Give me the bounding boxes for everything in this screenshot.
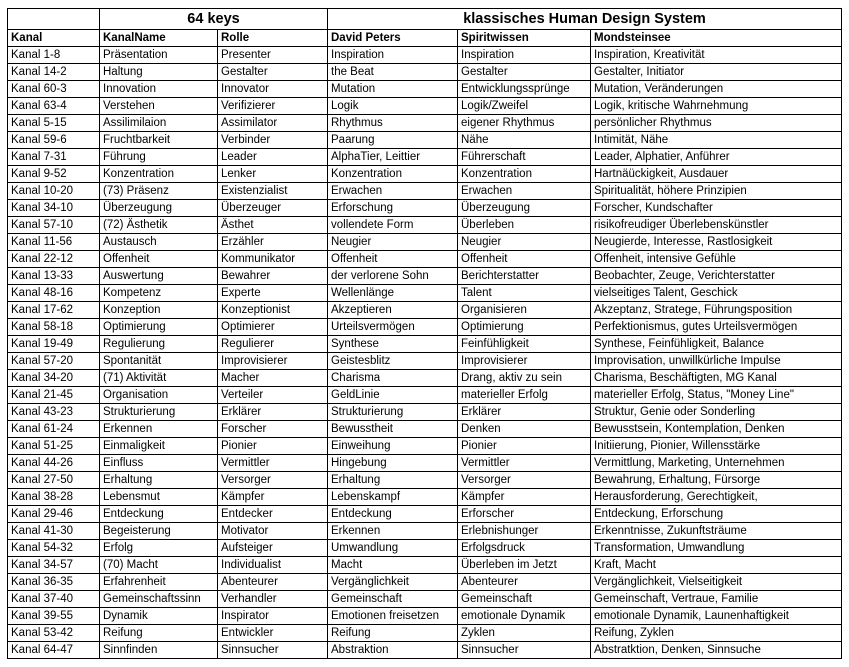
cell-kanal: Kanal 59-6 bbox=[8, 132, 100, 149]
cell-mondsteinsee: Entdeckung, Erforschung bbox=[591, 506, 842, 523]
cell-kanalname: Fruchtbarkeit bbox=[100, 132, 218, 149]
cell-kanalname: Einmaligkeit bbox=[100, 438, 218, 455]
cell-spiritwissen: Konzentration bbox=[458, 166, 591, 183]
cell-rolle: Lenker bbox=[218, 166, 328, 183]
table-row bbox=[8, 268, 842, 285]
cell-david-peters: GeldLinie bbox=[328, 387, 458, 404]
cell-rolle: Improvisierer bbox=[218, 353, 328, 370]
cell-mondsteinsee: Neugierde, Interesse, Rastlosigkeit bbox=[591, 234, 842, 251]
cell-david-peters: vollendete Form bbox=[328, 217, 458, 234]
cell-spiritwissen: Überzeugung bbox=[458, 200, 591, 217]
cell-mondsteinsee: Beobachter, Zeuge, Verichterstatter bbox=[591, 268, 842, 285]
cell-kanalname: Organisation bbox=[100, 387, 218, 404]
table-row bbox=[8, 421, 842, 438]
cell-kanalname: Kompetenz bbox=[100, 285, 218, 302]
table-row bbox=[8, 251, 842, 268]
cell-mondsteinsee: Gemeinschaft, Vertraue, Familie bbox=[591, 591, 842, 608]
cell-spiritwissen: Talent bbox=[458, 285, 591, 302]
cell-david-peters: Erhaltung bbox=[328, 472, 458, 489]
cell-kanalname: Spontanität bbox=[100, 353, 218, 370]
cell-rolle: Innovator bbox=[218, 81, 328, 98]
cell-david-peters: Lebenskampf bbox=[328, 489, 458, 506]
cell-kanalname: Haltung bbox=[100, 64, 218, 81]
cell-rolle: Bewahrer bbox=[218, 268, 328, 285]
cell-kanal: Kanal 1-8 bbox=[8, 47, 100, 64]
cell-spiritwissen: Pionier bbox=[458, 438, 591, 455]
cell-kanalname: Strukturierung bbox=[100, 404, 218, 421]
cell-david-peters: Entdeckung bbox=[328, 506, 458, 523]
cell-rolle: Existenzialist bbox=[218, 183, 328, 200]
cell-rolle: Inspirator bbox=[218, 608, 328, 625]
cell-rolle: Vermittler bbox=[218, 455, 328, 472]
cell-spiritwissen: Improvisierer bbox=[458, 353, 591, 370]
cell-mondsteinsee: Forscher, Kundschafter bbox=[591, 200, 842, 217]
cell-david-peters: Macht bbox=[328, 557, 458, 574]
cell-kanal: Kanal 10-20 bbox=[8, 183, 100, 200]
cell-kanal: Kanal 21-45 bbox=[8, 387, 100, 404]
cell-mondsteinsee: Mutation, Veränderungen bbox=[591, 81, 842, 98]
table-row bbox=[8, 285, 842, 302]
cell-rolle: Versorger bbox=[218, 472, 328, 489]
cell-david-peters: the Beat bbox=[328, 64, 458, 81]
table-row bbox=[8, 608, 842, 625]
cell-rolle: Regulierer bbox=[218, 336, 328, 353]
cell-mondsteinsee: Leader, Alphatier, Anführer bbox=[591, 149, 842, 166]
cell-kanal: Kanal 54-32 bbox=[8, 540, 100, 557]
table-row bbox=[8, 642, 842, 659]
table-row bbox=[8, 557, 842, 574]
cell-david-peters: Urteilsvermögen bbox=[328, 319, 458, 336]
cell-kanal: Kanal 41-30 bbox=[8, 523, 100, 540]
cell-rolle: Experte bbox=[218, 285, 328, 302]
cell-spiritwissen: Feinfühligkeit bbox=[458, 336, 591, 353]
cell-david-peters: Geistesblitz bbox=[328, 353, 458, 370]
cell-spiritwissen: Organisieren bbox=[458, 302, 591, 319]
cell-david-peters: Bewusstheit bbox=[328, 421, 458, 438]
cell-kanal: Kanal 38-28 bbox=[8, 489, 100, 506]
cell-kanal: Kanal 27-50 bbox=[8, 472, 100, 489]
cell-rolle: Motivator bbox=[218, 523, 328, 540]
table-row bbox=[8, 404, 842, 421]
cell-kanalname: Austausch bbox=[100, 234, 218, 251]
cell-kanal: Kanal 36-35 bbox=[8, 574, 100, 591]
cell-rolle: Macher bbox=[218, 370, 328, 387]
cell-mondsteinsee: risikofreudiger Überlebenskünstler bbox=[591, 217, 842, 234]
cell-david-peters: AlphaTier, Leittier bbox=[328, 149, 458, 166]
cell-mondsteinsee: Vermittlung, Marketing, Unternehmen bbox=[591, 455, 842, 472]
cell-kanal: Kanal 63-4 bbox=[8, 98, 100, 115]
cell-rolle: Ästhet bbox=[218, 217, 328, 234]
cell-david-peters: Erforschung bbox=[328, 200, 458, 217]
cell-spiritwissen: Logik/Zweifel bbox=[458, 98, 591, 115]
cell-david-peters: Neugier bbox=[328, 234, 458, 251]
cell-kanalname: Gemeinschaftssinn bbox=[100, 591, 218, 608]
cell-kanal: Kanal 60-3 bbox=[8, 81, 100, 98]
cell-rolle: Erzähler bbox=[218, 234, 328, 251]
cell-kanal: Kanal 48-16 bbox=[8, 285, 100, 302]
cell-mondsteinsee: persönlicher Rhythmus bbox=[591, 115, 842, 132]
cell-spiritwissen: Optimierung bbox=[458, 319, 591, 336]
table-body bbox=[8, 47, 842, 659]
cell-spiritwissen: Gemeinschaft bbox=[458, 591, 591, 608]
table-row bbox=[8, 200, 842, 217]
cell-david-peters: Emotionen freisetzen bbox=[328, 608, 458, 625]
cell-kanal: Kanal 39-55 bbox=[8, 608, 100, 625]
cell-spiritwissen: Denken bbox=[458, 421, 591, 438]
table-row bbox=[8, 98, 842, 115]
cell-kanalname: Reifung bbox=[100, 625, 218, 642]
cell-rolle: Verhandler bbox=[218, 591, 328, 608]
cell-mondsteinsee: Herausforderung, Gerechtigkeit, bbox=[591, 489, 842, 506]
cell-kanal: Kanal 29-46 bbox=[8, 506, 100, 523]
group-header-64-keys: 64 keys bbox=[100, 9, 328, 30]
table-row bbox=[8, 523, 842, 540]
cell-kanal: Kanal 34-20 bbox=[8, 370, 100, 387]
cell-david-peters: Akzeptieren bbox=[328, 302, 458, 319]
cell-david-peters: Mutation bbox=[328, 81, 458, 98]
cell-kanalname: Konzentration bbox=[100, 166, 218, 183]
cell-mondsteinsee: Initiierung, Pionier, Willensstärke bbox=[591, 438, 842, 455]
cell-kanal: Kanal 13-33 bbox=[8, 268, 100, 285]
column-header-david-peters: David Peters bbox=[328, 30, 458, 47]
cell-david-peters: Gemeinschaft bbox=[328, 591, 458, 608]
cell-mondsteinsee: materieller Erfolg, Status, "Money Line" bbox=[591, 387, 842, 404]
cell-rolle: Erklärer bbox=[218, 404, 328, 421]
table-row bbox=[8, 166, 842, 183]
cell-mondsteinsee: Bewusstsein, Kontemplation, Denken bbox=[591, 421, 842, 438]
cell-kanalname: (70) Macht bbox=[100, 557, 218, 574]
table-row bbox=[8, 574, 842, 591]
cell-spiritwissen: Gestalter bbox=[458, 64, 591, 81]
cell-david-peters: Umwandlung bbox=[328, 540, 458, 557]
column-header-kanal: Kanal bbox=[8, 30, 100, 47]
table-row bbox=[8, 506, 842, 523]
cell-rolle: Pionier bbox=[218, 438, 328, 455]
column-header-spiritwissen: Spiritwissen bbox=[458, 30, 591, 47]
cell-rolle: Verteiler bbox=[218, 387, 328, 404]
cell-spiritwissen: Sinnsucher bbox=[458, 642, 591, 659]
cell-rolle: Verbinder bbox=[218, 132, 328, 149]
cell-rolle: Kommunikator bbox=[218, 251, 328, 268]
table-row bbox=[8, 183, 842, 200]
cell-mondsteinsee: Hartnäückigkeit, Ausdauer bbox=[591, 166, 842, 183]
table-row bbox=[8, 472, 842, 489]
cell-spiritwissen: Erwachen bbox=[458, 183, 591, 200]
cell-david-peters: Offenheit bbox=[328, 251, 458, 268]
cell-kanalname: Innovation bbox=[100, 81, 218, 98]
cell-kanal: Kanal 64-47 bbox=[8, 642, 100, 659]
cell-kanal: Kanal 17-62 bbox=[8, 302, 100, 319]
cell-kanal: Kanal 61-24 bbox=[8, 421, 100, 438]
cell-kanalname: Begeisterung bbox=[100, 523, 218, 540]
column-header-kanalname: KanalName bbox=[100, 30, 218, 47]
table-row bbox=[8, 336, 842, 353]
table-row bbox=[8, 115, 842, 132]
channel-comparison-table bbox=[7, 8, 842, 659]
group-header-human-design: klassisches Human Design System bbox=[328, 9, 842, 30]
cell-mondsteinsee: Bewahrung, Erhaltung, Fürsorge bbox=[591, 472, 842, 489]
cell-kanal: Kanal 5-15 bbox=[8, 115, 100, 132]
cell-rolle: Sinnsucher bbox=[218, 642, 328, 659]
table-row bbox=[8, 319, 842, 336]
cell-kanal: Kanal 37-40 bbox=[8, 591, 100, 608]
cell-kanalname: Erhaltung bbox=[100, 472, 218, 489]
cell-spiritwissen: Führerschaft bbox=[458, 149, 591, 166]
cell-kanal: Kanal 19-49 bbox=[8, 336, 100, 353]
cell-mondsteinsee: Charisma, Beschäftigten, MG Kanal bbox=[591, 370, 842, 387]
cell-mondsteinsee: Spiritualität, höhere Prinzipien bbox=[591, 183, 842, 200]
cell-kanal: Kanal 44-26 bbox=[8, 455, 100, 472]
cell-mondsteinsee: Logik, kritische Wahrnehmung bbox=[591, 98, 842, 115]
cell-mondsteinsee: Struktur, Genie oder Sonderling bbox=[591, 404, 842, 421]
table-row bbox=[8, 234, 842, 251]
cell-kanal: Kanal 58-18 bbox=[8, 319, 100, 336]
cell-spiritwissen: Abenteurer bbox=[458, 574, 591, 591]
cell-rolle: Assimilator bbox=[218, 115, 328, 132]
cell-kanalname: Assilimilaion bbox=[100, 115, 218, 132]
cell-kanal: Kanal 11-56 bbox=[8, 234, 100, 251]
table-row bbox=[8, 302, 842, 319]
cell-spiritwissen: Drang, aktiv zu sein bbox=[458, 370, 591, 387]
table-row bbox=[8, 353, 842, 370]
cell-rolle: Individualist bbox=[218, 557, 328, 574]
cell-kanalname: Führung bbox=[100, 149, 218, 166]
cell-spiritwissen: Kämpfer bbox=[458, 489, 591, 506]
column-header-rolle: Rolle bbox=[218, 30, 328, 47]
cell-kanalname: Lebensmut bbox=[100, 489, 218, 506]
cell-kanalname: (72) Ästhetik bbox=[100, 217, 218, 234]
table-row bbox=[8, 370, 842, 387]
cell-mondsteinsee: Intimität, Nähe bbox=[591, 132, 842, 149]
cell-mondsteinsee: Akzeptanz, Stratege, Führungsposition bbox=[591, 302, 842, 319]
cell-rolle: Konzeptionist bbox=[218, 302, 328, 319]
cell-mondsteinsee: vielseitiges Talent, Geschick bbox=[591, 285, 842, 302]
cell-rolle: Abenteurer bbox=[218, 574, 328, 591]
cell-mondsteinsee: Reifung, Zyklen bbox=[591, 625, 842, 642]
table-row bbox=[8, 625, 842, 642]
cell-mondsteinsee: Perfektionismus, gutes Urteilsvermögen bbox=[591, 319, 842, 336]
cell-david-peters: Vergänglichkeit bbox=[328, 574, 458, 591]
cell-kanal: Kanal 9-52 bbox=[8, 166, 100, 183]
cell-mondsteinsee: Improvisation, unwillkürliche Impulse bbox=[591, 353, 842, 370]
table-row bbox=[8, 455, 842, 472]
column-header-row bbox=[8, 30, 842, 47]
table-row bbox=[8, 591, 842, 608]
cell-david-peters: Charisma bbox=[328, 370, 458, 387]
table-row bbox=[8, 132, 842, 149]
cell-kanal: Kanal 34-10 bbox=[8, 200, 100, 217]
cell-david-peters: Konzentration bbox=[328, 166, 458, 183]
cell-kanalname: Dynamik bbox=[100, 608, 218, 625]
cell-rolle: Entdecker bbox=[218, 506, 328, 523]
cell-kanalname: Konzeption bbox=[100, 302, 218, 319]
cell-mondsteinsee: Transformation, Umwandlung bbox=[591, 540, 842, 557]
cell-mondsteinsee: emotionale Dynamik, Launenhaftigkeit bbox=[591, 608, 842, 625]
cell-rolle: Optimierer bbox=[218, 319, 328, 336]
cell-kanalname: Überzeugung bbox=[100, 200, 218, 217]
cell-kanal: Kanal 53-42 bbox=[8, 625, 100, 642]
cell-spiritwissen: eigener Rhythmus bbox=[458, 115, 591, 132]
cell-kanalname: Entdeckung bbox=[100, 506, 218, 523]
cell-kanalname: (71) Aktivität bbox=[100, 370, 218, 387]
cell-kanalname: Erfahrenheit bbox=[100, 574, 218, 591]
cell-rolle: Aufsteiger bbox=[218, 540, 328, 557]
cell-mondsteinsee: Vergänglichkeit, Vielseitigkeit bbox=[591, 574, 842, 591]
cell-kanalname: Regulierung bbox=[100, 336, 218, 353]
cell-mondsteinsee: Synthese, Feinfühligkeit, Balance bbox=[591, 336, 842, 353]
cell-spiritwissen: Erklärer bbox=[458, 404, 591, 421]
cell-spiritwissen: Erlebnishunger bbox=[458, 523, 591, 540]
group-header-row bbox=[8, 9, 842, 30]
cell-david-peters: Einweihung bbox=[328, 438, 458, 455]
table-row bbox=[8, 81, 842, 98]
cell-kanal: Kanal 22-12 bbox=[8, 251, 100, 268]
cell-mondsteinsee: Erkenntnisse, Zukunftsträume bbox=[591, 523, 842, 540]
table-row bbox=[8, 149, 842, 166]
cell-kanal: Kanal 43-23 bbox=[8, 404, 100, 421]
cell-david-peters: Hingebung bbox=[328, 455, 458, 472]
cell-david-peters: Erwachen bbox=[328, 183, 458, 200]
cell-kanalname: Verstehen bbox=[100, 98, 218, 115]
cell-david-peters: Reifung bbox=[328, 625, 458, 642]
cell-mondsteinsee: Kraft, Macht bbox=[591, 557, 842, 574]
cell-david-peters: Strukturierung bbox=[328, 404, 458, 421]
cell-david-peters: Inspiration bbox=[328, 47, 458, 64]
cell-spiritwissen: Versorger bbox=[458, 472, 591, 489]
table-row bbox=[8, 387, 842, 404]
cell-kanal: Kanal 14-2 bbox=[8, 64, 100, 81]
cell-rolle: Gestalter bbox=[218, 64, 328, 81]
cell-spiritwissen: Überleben bbox=[458, 217, 591, 234]
cell-david-peters: Abstraktion bbox=[328, 642, 458, 659]
cell-kanalname: Erfolg bbox=[100, 540, 218, 557]
cell-david-peters: Synthese bbox=[328, 336, 458, 353]
group-header-empty bbox=[8, 9, 100, 30]
cell-spiritwissen: Zyklen bbox=[458, 625, 591, 642]
table-row bbox=[8, 540, 842, 557]
cell-david-peters: Wellenlänge bbox=[328, 285, 458, 302]
cell-rolle: Kämpfer bbox=[218, 489, 328, 506]
cell-spiritwissen: Erforscher bbox=[458, 506, 591, 523]
cell-kanalname: Einfluss bbox=[100, 455, 218, 472]
cell-spiritwissen: Berichterstatter bbox=[458, 268, 591, 285]
cell-spiritwissen: Inspiration bbox=[458, 47, 591, 64]
cell-mondsteinsee: Inspiration, Kreativität bbox=[591, 47, 842, 64]
cell-kanal: Kanal 7-31 bbox=[8, 149, 100, 166]
cell-kanalname: Erkennen bbox=[100, 421, 218, 438]
cell-rolle: Forscher bbox=[218, 421, 328, 438]
column-header-mondsteinsee: Mondsteinsee bbox=[591, 30, 842, 47]
cell-kanalname: Auswertung bbox=[100, 268, 218, 285]
cell-david-peters: Logik bbox=[328, 98, 458, 115]
cell-spiritwissen: Entwicklungssprünge bbox=[458, 81, 591, 98]
cell-spiritwissen: Überleben im Jetzt bbox=[458, 557, 591, 574]
cell-kanalname: (73) Präsenz bbox=[100, 183, 218, 200]
cell-spiritwissen: Neugier bbox=[458, 234, 591, 251]
cell-spiritwissen: Nähe bbox=[458, 132, 591, 149]
cell-rolle: Presenter bbox=[218, 47, 328, 64]
cell-rolle: Entwickler bbox=[218, 625, 328, 642]
table-row bbox=[8, 489, 842, 506]
cell-spiritwissen: materieller Erfolg bbox=[458, 387, 591, 404]
cell-kanal: Kanal 57-20 bbox=[8, 353, 100, 370]
cell-kanal: Kanal 34-57 bbox=[8, 557, 100, 574]
cell-rolle: Leader bbox=[218, 149, 328, 166]
cell-mondsteinsee: Abstratktion, Denken, Sinnsuche bbox=[591, 642, 842, 659]
table-row bbox=[8, 217, 842, 234]
cell-kanalname: Präsentation bbox=[100, 47, 218, 64]
cell-kanalname: Sinnfinden bbox=[100, 642, 218, 659]
table-row bbox=[8, 438, 842, 455]
cell-rolle: Verifizierer bbox=[218, 98, 328, 115]
cell-kanalname: Offenheit bbox=[100, 251, 218, 268]
cell-rolle: Überzeuger bbox=[218, 200, 328, 217]
cell-kanal: Kanal 51-25 bbox=[8, 438, 100, 455]
cell-spiritwissen: Vermittler bbox=[458, 455, 591, 472]
cell-kanalname: Optimierung bbox=[100, 319, 218, 336]
cell-mondsteinsee: Gestalter, Initiator bbox=[591, 64, 842, 81]
cell-david-peters: Erkennen bbox=[328, 523, 458, 540]
cell-david-peters: der verlorene Sohn bbox=[328, 268, 458, 285]
table-row bbox=[8, 64, 842, 81]
table-row bbox=[8, 47, 842, 64]
cell-david-peters: Paarung bbox=[328, 132, 458, 149]
cell-spiritwissen: emotionale Dynamik bbox=[458, 608, 591, 625]
cell-spiritwissen: Erfolgsdruck bbox=[458, 540, 591, 557]
cell-spiritwissen: Offenheit bbox=[458, 251, 591, 268]
cell-kanal: Kanal 57-10 bbox=[8, 217, 100, 234]
cell-david-peters: Rhythmus bbox=[328, 115, 458, 132]
cell-mondsteinsee: Offenheit, intensive Gefühle bbox=[591, 251, 842, 268]
